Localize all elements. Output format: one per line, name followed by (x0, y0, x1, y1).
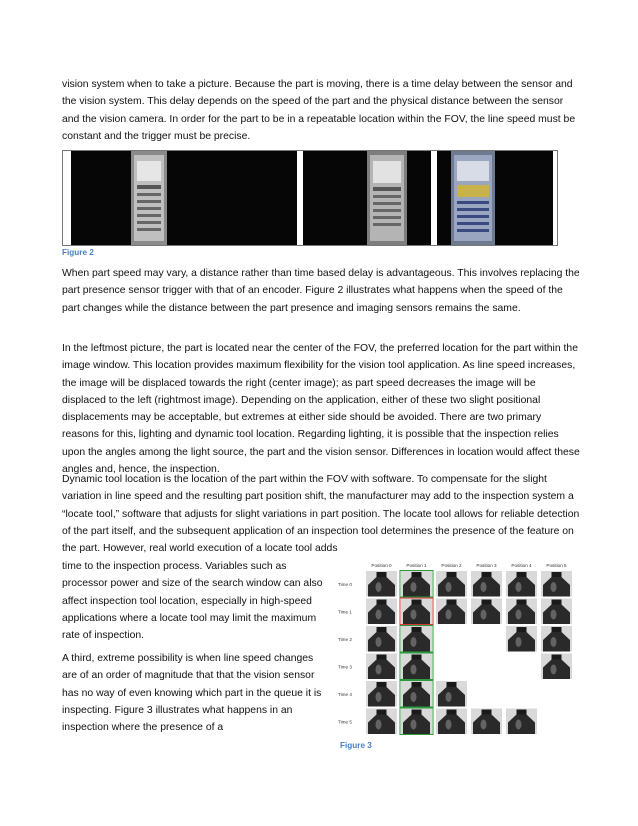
figure-3-bottle (436, 571, 467, 597)
figure-3-bottle (541, 626, 572, 652)
figure-3-bottle (436, 599, 467, 625)
figure-3-row-label: Time 4 (338, 691, 352, 697)
figure-3-image (336, 560, 576, 738)
figure-3-bottle (506, 571, 537, 597)
figure-3-bottle (541, 599, 572, 625)
figure-3-column-label: Position 2 (441, 563, 462, 568)
figure-3-bottle (366, 571, 397, 597)
figure-3-bottle (366, 709, 397, 735)
paragraph-2: When part speed may vary, a distance rather than time based delay is advantageous. This involves replacing the part presence sensor trigger with that of an encoder. Figure 2 illustrates what happens when the speed of the part changes while the distance between the part presence and imaging sensors remains the same. (62, 268, 580, 314)
paragraph-1: vision system when to take a picture. Because the part is moving, there is a time delay between the sensor and the vision system. This delay depends on the speed of the part and the physical distance between the sensor and the vision camera. In order for the part to be in a repeatable location within the FOV, the line speed must be constant and the trigger must be precise. (62, 79, 576, 142)
figure-2-panel-left (71, 151, 297, 245)
figure-3-bottle (366, 599, 397, 625)
figure-3-column-label: Position 1 (406, 563, 427, 568)
figure-3-column-label: Position 4 (511, 563, 532, 568)
figure-3-bottle (366, 626, 397, 652)
figure-2-panel-right (437, 151, 553, 245)
figure-3-column-label: Position 3 (476, 563, 497, 568)
figure-3-bottle (541, 571, 572, 597)
figure-3-bottle (506, 709, 537, 735)
figure-3-caption: Figure 3 (340, 741, 372, 750)
figure-2-image (62, 150, 558, 246)
figure-3-column-label: Position 0 (371, 563, 392, 568)
figure-3-bottle (471, 709, 502, 735)
figure-3-row-label: Time 0 (338, 581, 352, 587)
paragraph-5: A third, extreme possibility is when line speed changes are of an order of magnitude that that the vision sensor has no way of even knowing which part in the queue it is inspecting. Figure 3 illustrates what happens in an inspection where the presence of a (62, 653, 322, 734)
figure-3-bottle (401, 709, 432, 735)
figure-3-bottle (471, 599, 502, 625)
figure-3-bottle (506, 599, 537, 625)
figure-3-bottle (401, 681, 432, 707)
figure-2-panel-center (303, 151, 431, 245)
figure-3-bottle (401, 599, 432, 625)
figure-3-bottle (366, 654, 397, 680)
figure-3-bottle (401, 571, 432, 597)
figure-3-row-label: Time 5 (338, 719, 352, 725)
figure-3-row-label: Time 2 (338, 636, 352, 642)
figure-3-grid (336, 560, 576, 738)
figure-2-caption: Figure 2 (62, 248, 94, 257)
paragraph-4-continued: time to the inspection process. Variables such as processor power and size of the search window can also affect inspection tool location, especially in high-speed applications where a locate tool may limit the maximum rate of inspection. (62, 561, 323, 642)
figure-3-bottle (436, 709, 467, 735)
figure-3-bottle (506, 626, 537, 652)
figure-3-bottle (471, 571, 502, 597)
figure-3-bottle (541, 654, 572, 680)
figure-3-row-label: Time 3 (338, 664, 352, 670)
paragraph-4: Dynamic tool location is the location of the part within the FOV with software. To compensate for the slight variation in line speed and the resulting part position shift, the manufacturer may add to the inspection system a “locate tool,” software that adjusts for slight variations in part position. The locate tool allows for reliable detection of the part itself, and the subsequent application of an inspection tool determines the presence of the feature on the part. However, real world execution of a locate tool adds (62, 474, 580, 555)
figure-3-row-label: Time 1 (338, 609, 352, 615)
figure-3-bottle (366, 681, 397, 707)
figure-3-column-label: Position 5 (546, 563, 567, 568)
figure-3-bottle (401, 626, 432, 652)
figure-3-bottle (436, 681, 467, 707)
figure-3-bottle (401, 654, 432, 680)
paragraph-3: In the leftmost picture, the part is located near the center of the FOV, the preferred location for the part within the image window. This location provides maximum flexibility for the vision tool application. As line speed increases, the image will be displaced towards the right (center image); as part speed decreases the image will be displaced to the left (rightmost image). Depending on the application, either of these two slight positional displacements may be acceptable, but extremes at either side should be avoided. There are two primary reasons for this, lighting and dynamic tool location. Regarding lighting, it is possible that the inspection relies upon the angles among the light source, the part and the vision sensor. Differences in location would affect these angles and, hence, the inspection. (62, 343, 580, 476)
